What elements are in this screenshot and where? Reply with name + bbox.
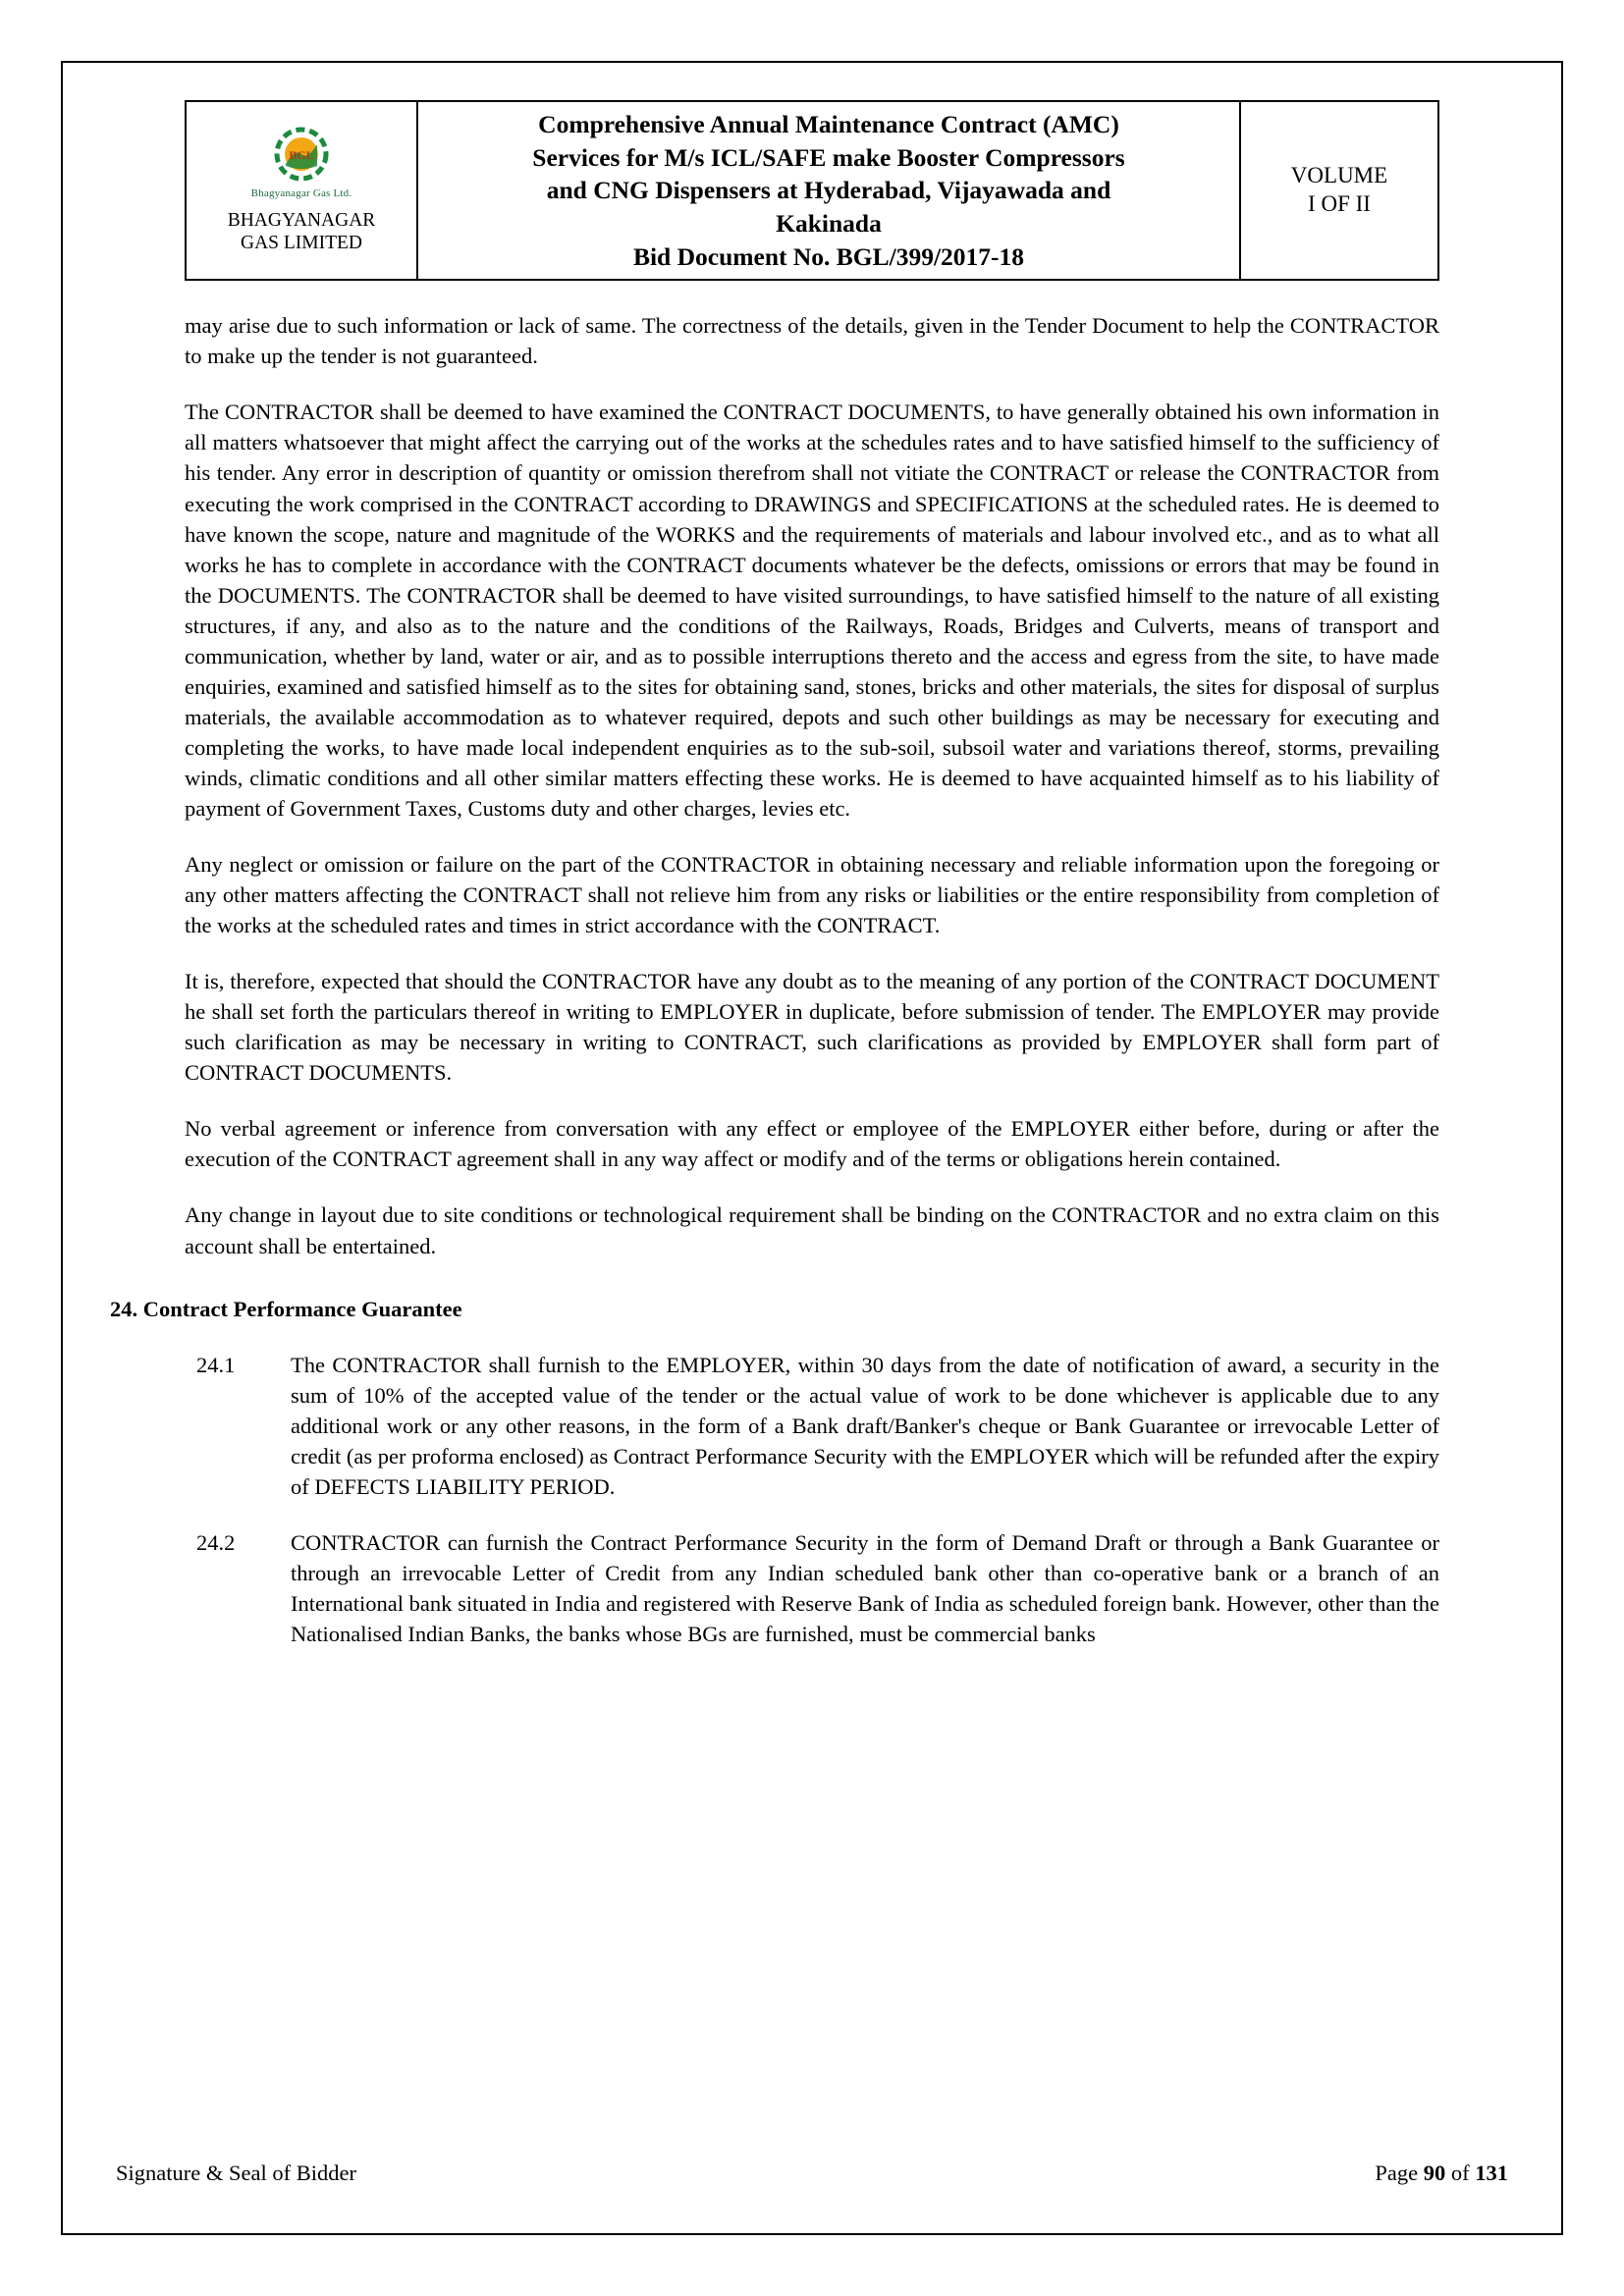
header-volume — [1249, 162, 1430, 219]
paragraph: It is, therefore, expected that should the CONTRACTOR have any doubt as to the meaning of any portion of the CONTRACT DOCUMENT he shall set forth the particulars thereof in writing to EMPLOYER in duplicate, before submission of tender. The EMPLOYER may provide such clarification as may be necessary in writing to CONTRACT, such clarifications as provided by EMPLOYER shall form part of CONTRACT DOCUMENTS. — [185, 969, 1439, 1086]
footer-signature-label: Signature & Seal of Bidder — [116, 2161, 356, 2185]
header-volume-line-2: I OF II — [1308, 191, 1371, 217]
document-body — [110, 310, 1439, 1649]
header-title-line-3: and CNG Dispensers at Hyderabad, Vijayawada and — [546, 176, 1111, 205]
header-title — [426, 108, 1231, 240]
clause-text: The CONTRACTOR shall furnish to the EMPLOYER, within 30 days from the date of notification of award, a security in the sum of 10% of the accepted value of the tender or the actual value of work to be done whichever is applicable due to any additional work or any other reasons, in the form of a Bank draft/Banker's cheque or Bank Guarantee or irrevocable Letter of credit (as per proforma enclosed) as Contract Performance Security with the EMPLOYER which will be refunded after the expiry of DEFECTS LIABILITY PERIOD. — [291, 1352, 1439, 1500]
svg-text:BGL: BGL — [289, 148, 314, 163]
footer-page-word: Page — [1375, 2161, 1419, 2185]
paragraph: No verbal agreement or inference from conversation with any effect or employee of the EMPLOYER either before, during or after the execution of the CONTRACT agreement shall in any way affect or modify and of the terms or obligations herein contained. — [185, 1116, 1439, 1172]
paragraph: Any neglect or omission or failure on the part of the CONTRACTOR in obtaining necessary and reliable information upon the foregoing or any other matters affecting the CONTRACT shall not relieve him from any risks or liabilities or the entire responsibility from completion of the works at the scheduled rates and times in strict accordance with the CONTRACT. — [185, 852, 1439, 938]
bgl-logo-icon — [266, 127, 337, 187]
clause-text: CONTRACTOR can furnish the Contract Performance Security in the form of Demand Draft or through a Bank Guarantee or through an irrevocable Letter of Credit from any Indian scheduled bank other than co-operative bank or a branch of an International bank situated in India and registered with Reserve Bank of India as scheduled foreign bank. However, other than the Nationalised Indian Banks, the banks whose BGs are furnished, must be commercial banks — [291, 1530, 1439, 1647]
company-name-line2: GAS LIMITED — [240, 233, 363, 254]
clause-number: 24.1 — [196, 1352, 236, 1377]
header-title-line-2: Services for M/s ICL/SAFE make Booster Compressors — [532, 142, 1125, 172]
clause-number: 24.2 — [196, 1530, 236, 1556]
footer-page-number — [1375, 2161, 1508, 2186]
footer-of-word: of — [1450, 2161, 1470, 2185]
company-name-line1: BHAGYANAGAR — [227, 210, 376, 232]
document-header-table — [185, 100, 1439, 281]
header-title-line-4: Kakinada — [776, 208, 882, 238]
footer-total-pages: 131 — [1475, 2161, 1508, 2185]
header-volume-line-1: VOLUME — [1290, 163, 1388, 188]
clause-24-2 — [185, 1527, 1439, 1649]
paragraph: may arise due to such information or lack of same. The correctness of the details, given in the Tender Document to help the CONTRACTOR to make up the tender is not guaranteed. — [185, 313, 1439, 369]
header-title-cell — [417, 101, 1240, 280]
page-content — [69, 47, 1555, 1649]
header-bid-number: Bid Document No. BGL/399/2017-18 — [632, 241, 1025, 271]
header-logo-cell — [186, 101, 417, 280]
clause-24-1 — [185, 1350, 1439, 1502]
paragraph: Any change in layout due to site conditions or technological requirement shall be binding on the CONTRACTOR and no extra claim on this account shall be entertained. — [185, 1202, 1439, 1258]
header-title-line-1: Comprehensive Annual Maintenance Contract (AMC) — [538, 110, 1119, 138]
section-heading: 24. Contract Performance Guarantee — [110, 1296, 462, 1321]
footer-current-page: 90 — [1423, 2161, 1446, 2185]
header-volume-cell — [1240, 101, 1438, 280]
page-footer — [116, 2161, 1508, 2186]
paragraph: The CONTRACTOR shall be deemed to have examined the CONTRACT DOCUMENTS, to have generally obtained his own information in all matters whatsoever that might affect the carrying out of the works at the schedules rates and to have satisfied himself to the sufficiency of his tender. Any error in description of quantity or omission therefrom shall not vitiate the CONTRACT or release the CONTRACTOR from executing the work comprised in the CONTRACT according to DRAWINGS and SPECIFICATIONS at the scheduled rates. He is deemed to have known the scope, nature and magnitude of the WORKS and the requirements of materials and labour involved etc., and as to what all works he has to complete in accordance with the CONTRACT documents whatever be the defects, omissions or errors that may be found in the DOCUMENTS. The CONTRACTOR shall be deemed to have visited surroundings, to have satisfied himself to the nature of all existing structures, if any, and also as to the nature and the conditions of the Railways, Roads, Bridges and Culverts, means of transport and communication, whether by land, water or air, and as to possible interruptions thereto and the access and egress from the site, to have made enquiries, examined and satisfied himself as to the sites for obtaining sand, stones, bricks and other materials, the sites for disposal of surplus materials, the available accommodation as to whatever required, depots and such other buildings as may be necessary for executing and completing the works, to have made local independent enquiries as to the sub-soil, subsoil water and variations thereof, storms, prevailing winds, climatic conditions and all other similar matters effecting these works. He is deemed to have acquainted himself as to his liability of payment of Government Taxes, Customs duty and other charges, levies etc. — [185, 400, 1439, 821]
logo-caption: Bhagyanagar Gas Ltd. — [250, 187, 352, 200]
company-name — [228, 209, 376, 254]
